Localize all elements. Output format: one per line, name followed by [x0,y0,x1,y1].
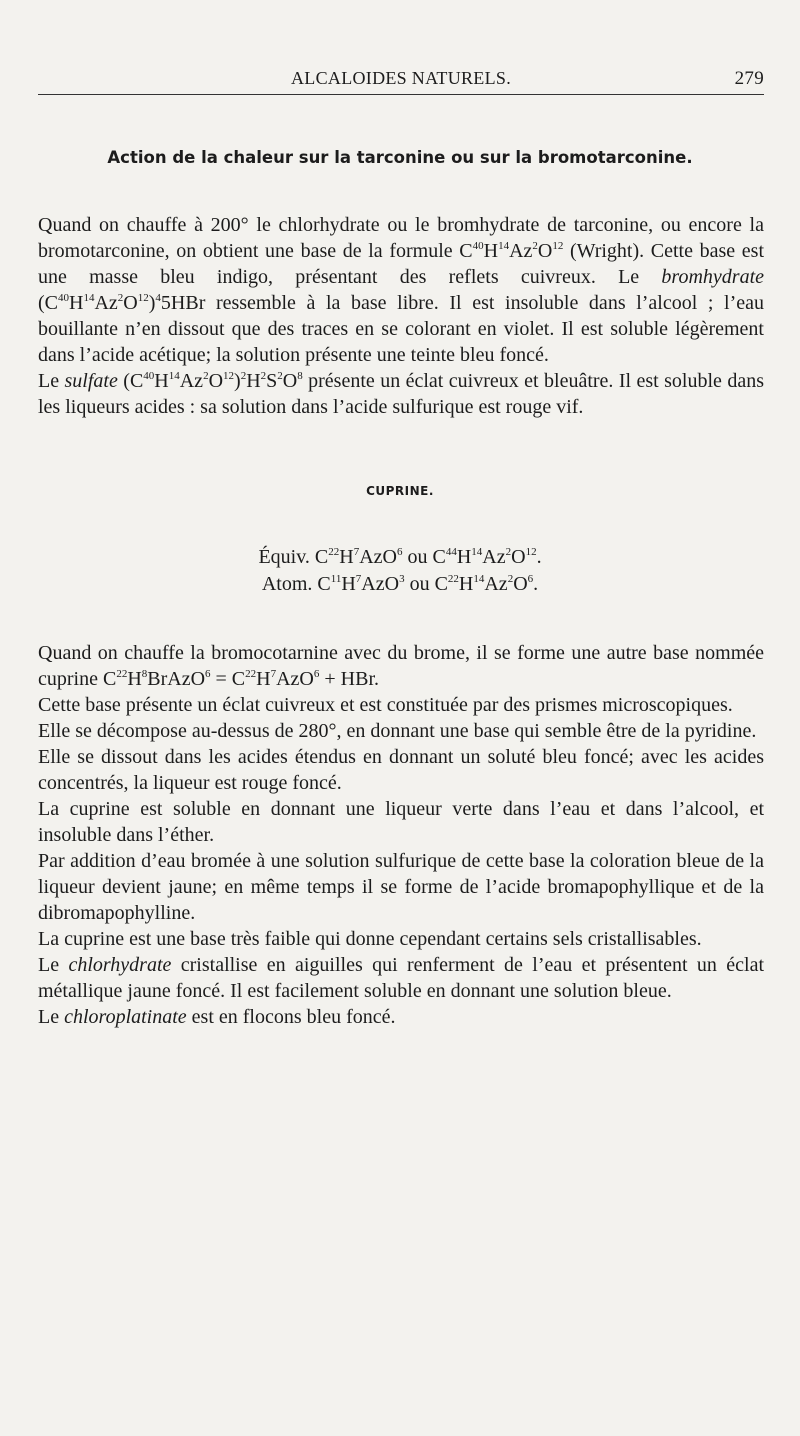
paragraph: Par addition d’eau bromée à une solution sulfurique de cette base la coloration bleue de la liqueur devient jaune; en même temps il se forme de l’acide bromapophyllique et de la dibromapophylline. [38,850,764,924]
header-rule [38,94,764,95]
paragraph: Elle se dissout dans les acides étendus en donnant un soluté bleu foncé; avec les acides concentrés, la liqueur est rouge foncé. [38,746,764,794]
paragraph: Le chlorhydrate cristallise en aiguilles qui renferment de l’eau et présentent un éclat métallique jaune foncé. Il est facilement soluble en donnant une solution bleue. [38,954,765,1002]
paragraph-tarconine-heat: Quand on chauffe à 200° le chlorhydrate ou le bromhydrate de tarconine, ou encore la bromotarconine, on obtient une base de la formule $C^{40}H^{14}Az^2O^{12}$ (Wright). Cette base est une masse bleu indigo, présentant des reflets cuivreux. Le bromhydrate $(C^{40}H^{14}Az^2O^{12})^45HBr$ ressemble à la base libre. Il est insoluble dans l’alcool ; l’eau bouillante n’en dissout que des traces en se colorant en violet. Il est soluble légèrement dans l’acide acétique; la solution présente une teinte bleu foncé. Le sulfate $(C^{40}H^{14}Az^2O^{12})^2H^2S^2O^8$ présente un éclat cuivreux et bleuâtre. Il est soluble dans les liqueurs acides : sa solution dans l’acide sulfurique est rouge vif. [38,214,765,418]
paragraph: La cuprine est une base très faible qui donne cependant certains sels cristallisables. [38,928,702,950]
cuprine-description [38,640,764,1030]
paragraph: La cuprine est soluble en donnant une liqueur verte dans l’eau et dans l’alcool, et insoluble dans l’éther. [38,798,764,846]
paragraph: Quand on chauffe la bromocotarnine avec du brome, il se forme une autre base nommée cuprine $C^{22}H^8BrAzO^6 = C^{22}H^7AzO^6$ + HBr. [38,642,764,690]
paragraph: Cette base présente un éclat cuivreux et est constituée par des prismes microscopiques. [38,694,733,716]
equiv-formula: Équiv. $C^{22}H^7AzO^6$ ou $C^{44}H^{14}Az^2O^{12}$. [258,546,542,568]
paragraph: Elle se décompose au-dessus de 280°, en donnant une base qui semble être de la pyridine. [38,720,757,742]
page-number: 279 [734,68,764,89]
section-heading: Action de la chaleur sur la tarconine ou sur la bromotarconine. [107,148,693,167]
running-head [38,68,764,94]
cuprine-heading: CUPRINE. [366,484,434,498]
running-title: ALCALOIDES NATURELS. [291,68,511,88]
atom-formula: Atom. $C^{11}H^7AzO^3$ ou $C^{22}H^{14}Az^2O^6$. [261,573,539,595]
paragraph: Le chloroplatinate est en flocons bleu foncé. [38,1006,396,1028]
cuprine-formulas [0,544,800,598]
